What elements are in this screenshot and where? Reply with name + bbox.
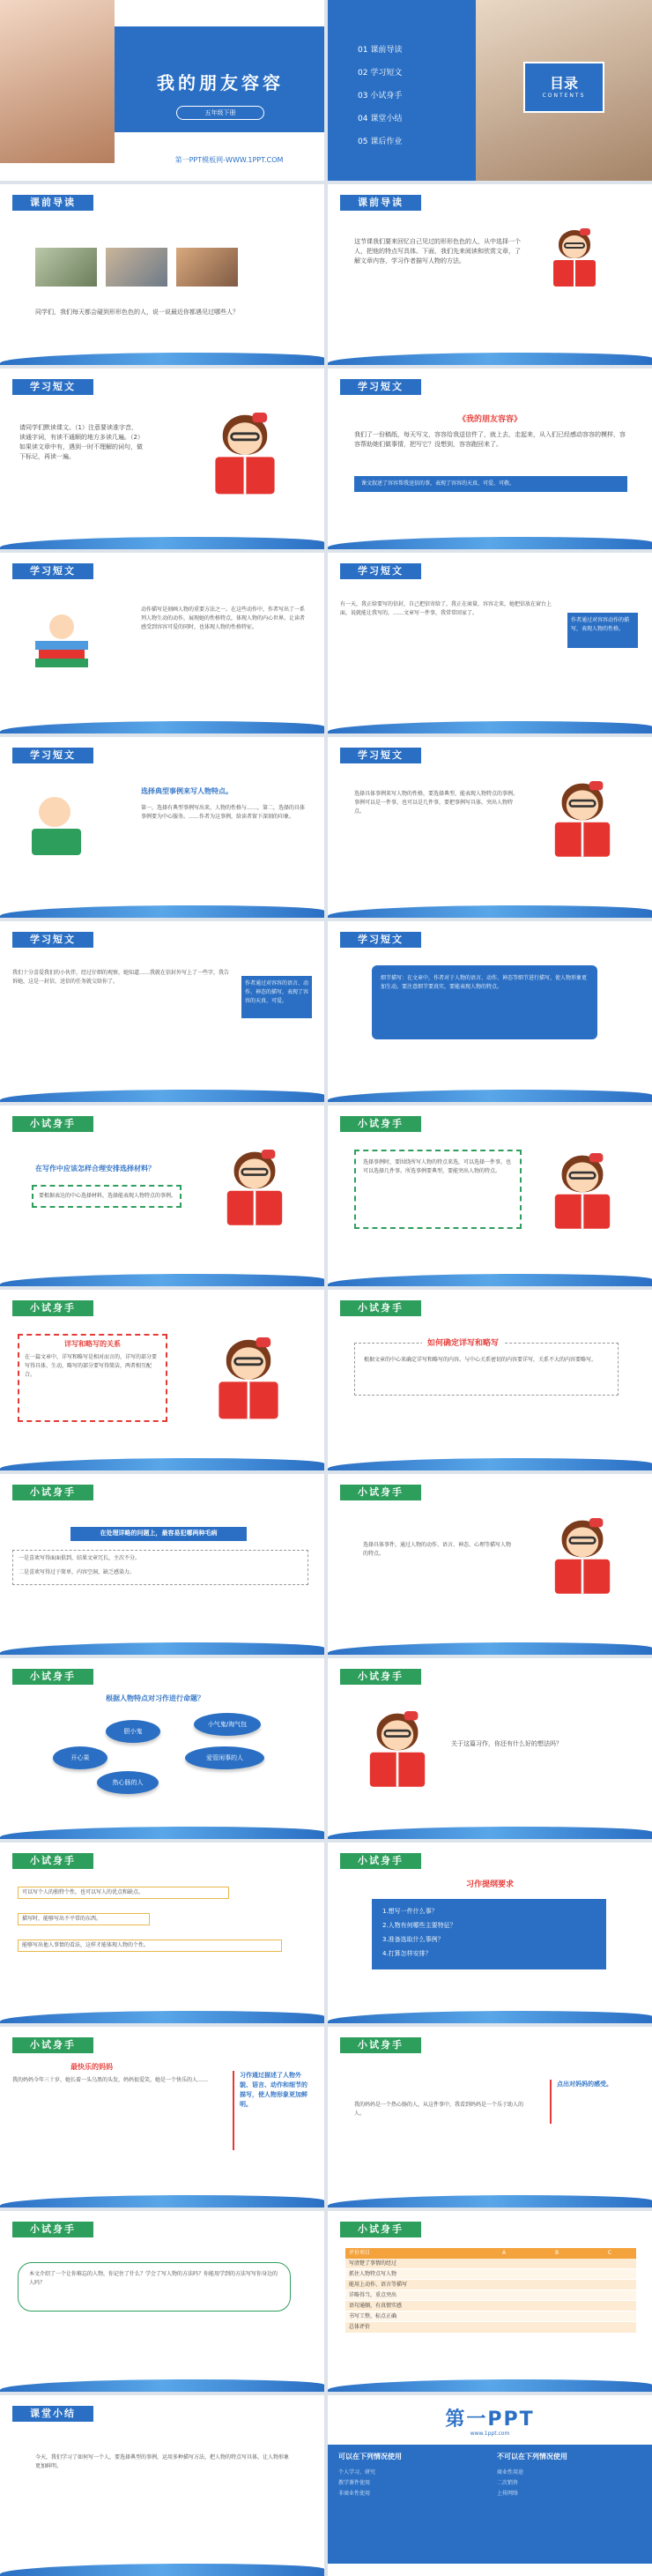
toc-list [358,39,472,153]
slide-23[interactable] [0,2027,324,2207]
list-item: 3.准备选取什么事例？ [382,1936,444,1943]
slide-16[interactable] [328,1290,652,1470]
slide-7[interactable] [0,553,324,733]
footer-wave [328,1274,652,1286]
list-item: 个人学习、研究 [338,2469,376,2475]
girl-reading-icon [548,781,617,861]
slide-text: 我的妈妈是一个热心肠的人，从这件事中，我看到妈妈是一个乐于助人的人。 [354,2102,524,2117]
girl-reading-icon [220,1150,289,1230]
note-card: 细节描写：在文章中，作者对于人物的语言、动作、神态等细节进行描写，使人物形象更加生动。要注意细节要真实，要能表现人物的特点。 [372,965,597,1039]
forbidden-list [497,2468,523,2499]
slide-3[interactable] [0,184,324,365]
annotation-text: 点出对妈妈的感受。 [550,2080,638,2124]
footer-wave [328,2379,652,2392]
slide-15[interactable] [0,1290,324,1470]
note-box [18,2262,291,2312]
footer-wave [328,2195,652,2207]
slide-27[interactable] [0,2395,324,2576]
section-tab: 学习短文 [12,379,93,395]
table-header-cell: 评价项目 [349,2250,371,2256]
footer-wave [0,1458,324,1470]
table-row: 抓住人物特点写人物 [345,2269,636,2280]
slide-14[interactable] [328,1106,652,1286]
slide-text: 有一天，我正给要写的信封，自己把信寄给了，我正在商量，容容走来，她把信放在窗台上面，说就能让我写的，……文章写一件事，我常常回家了。 [340,601,552,616]
table-header-cell: A [501,2250,507,2256]
footer-wave [328,1827,652,1839]
footer-wave [328,905,652,918]
slide-10[interactable] [328,737,652,918]
topic-cloud[interactable]: 爱管闲事的人 [185,1746,264,1769]
slide-text: 请同学们默读课文。（1）注意要读准字音，读通字词，有读不通顺的地方多读几遍。（2）如果读文章中有，遇到一时不理解的词句，做下标记，再读一遍。 [19,424,143,460]
list-box [18,1939,282,1952]
slide-5[interactable] [0,369,324,549]
essay-title: 最快乐的妈妈 [70,2063,113,2071]
footer-wave [328,537,652,549]
annotation-box: 作者通过对容容动作的描写，表现人物的性格。 [567,613,638,648]
section-tab: 小试身手 [12,1853,93,1869]
slide-6[interactable] [328,369,652,549]
answer-text: 要根据表达的中心选择材料，选择能表现人物特点的事例。 [39,1193,177,1199]
slide-13[interactable] [0,1106,324,1286]
section-tab: 小试身手 [12,2222,93,2237]
slide-11[interactable] [0,921,324,1102]
slide-17[interactable] [0,1474,324,1655]
kids-photo [0,0,115,163]
table-header [345,2248,636,2259]
topic-cloud[interactable]: 热心肠的人 [97,1771,159,1794]
slide-heading: 习作提纲要求 [465,1880,514,1889]
note-box [354,1150,522,1229]
note-box [12,1550,308,1585]
slide-4[interactable] [328,184,652,365]
girl-reading-icon [548,1518,617,1598]
footer-wave [0,537,324,549]
table-row: 语句通顺，有真情实感 [345,2301,636,2312]
topic-cloud[interactable]: 小气鬼/淘气包 [194,1713,261,1736]
people-photo-3 [176,248,238,287]
section-tab: 小试身手 [12,1300,93,1316]
footer-wave [328,1090,652,1102]
slide-22[interactable] [328,1843,652,2023]
slide-20[interactable] [328,1658,652,1839]
slide-text: 动作描写是刻画人物的重要方法之一。在这些动作中，作者写出了一系列人物生动的动作，展现她的性格特点，体现人物的内心世界。让读者感受到容容可爱的同时，也体现人物的性格特征。 [141,607,306,630]
list-item: 2.人物有何哪些主要特征？ [382,1922,456,1929]
cover-footer: 第一PPT模板网-WWW.1PPT.COM [174,156,284,164]
section-tab: 小试身手 [340,1300,421,1316]
girl-reading-icon [548,1153,617,1233]
list-item: 可以写个人的独特个性，也可以写人的优点和缺点。 [22,1889,144,1895]
slide-text: 在一篇文章中，详写和略写是相对而言的，详写的部分要写得具体、生动，略写的部分要写得简洁，两者相互配合。 [25,1354,158,1378]
book-stack-icon [26,790,88,860]
slide-28[interactable] [328,2395,652,2576]
book-stack-icon [35,606,88,676]
slide-21[interactable] [0,1843,324,2023]
slide-text: 同学们，我们每天都会碰到形形色色的人，说一说最近你都遇见过哪些人？ [35,309,239,316]
slide-25[interactable] [0,2211,324,2392]
footer-wave [0,1827,324,1839]
list-item: 非商业性使用 [338,2490,371,2497]
answer-box [32,1185,182,1208]
slide-text: 我的妈妈今年三十岁，她长着一头乌黑的头发，妈妈很爱笑，她是一个快乐的人…… [12,2077,209,2083]
list-item: 描写时，能够写出不平常的东西。 [22,1916,102,1922]
topic-cloud[interactable]: 胆小鬼 [106,1720,160,1743]
footer-wave [328,1642,652,1655]
list-item: 商业性用途 [497,2469,524,2475]
slide-text: 第一，选择有典型事例写出来，人物的性格与……，第二，选择的具体事例要为中心服务。……作者为这事例，给读者留下深刻的印象。 [141,805,306,820]
footer-wave [0,721,324,733]
toc-heading-en: CONTENTS [542,93,586,99]
slide-text: 我们了一份稿纸，每天写文，容容给我送信件了，就上去，走起来，从入们已经感动容容的模样，容容帮助她们做事情，把写它？没想到，容容跑回来了。 [354,431,626,448]
list-item: 1.想写一件什么事？ [382,1908,438,1915]
slide-text: 选择事例时，要围绕所写人物的特点来选，可以选择一件事，也可以选择几件事。所选事例要典型，要能突出人物的特点。 [363,1159,512,1174]
list-box [18,1887,229,1899]
table-header-cell: B [554,2250,559,2256]
question-text: 在写作中应该怎样合理安排选择材料？ [35,1165,155,1173]
list-item: 教学课件使用 [338,2480,371,2486]
toc-item[interactable]: 03 小试身手 [358,92,403,101]
slide-text: 关于这篇习作，你还有什么好的想法吗？ [451,1740,562,1747]
note-box [354,1339,619,1396]
forbidden-heading: 不可以在下列情况使用 [497,2453,567,2461]
section-tab: 学习短文 [12,932,93,948]
list-item: 能够写出他人事情的看法，这样才能体现人物的个性。 [22,1942,150,1948]
section-tab: 小试身手 [12,1669,93,1685]
outline-box [372,1899,606,1969]
section-tab: 学习短文 [340,748,421,763]
slide-text: 本文介绍了一个让你难忘的人物，你记住了什么？学会了写人物的方法吗？你能用学到的方法写写你身边的人吗？ [29,2271,278,2286]
footer-wave [0,2379,324,2392]
girl-reading-icon [548,228,601,290]
toc-item[interactable]: 04 课堂小结 [358,115,403,123]
girl-reading-icon [211,1337,285,1424]
slide-text: 这节课我们要来回忆自己见过的形形色色的人，从中选择一个人，把他的特点写具体。下面，我们先来阅读和欣赏文章，了解文章内容，学习作者描写人物的方法。 [354,238,521,264]
slide-text: 我们十分喜爱我们的小伙伴，经过仔细的观察，她知道……我就在信封外写上了一些字，我告诉她，这是一封信，送信的任务就交给你了。 [12,970,230,985]
section-tab: 小试身手 [12,1485,93,1500]
people-photo-2 [106,248,167,287]
section-tab: 小试身手 [340,2037,421,2053]
footer-wave [0,353,324,365]
section-tab: 小试身手 [12,2037,93,2053]
footer-wave [328,2011,652,2023]
toc-item[interactable]: 05 课后作业 [358,138,403,146]
slide-text: 选择具体事件，通过人物的动作、语言、神态、心理等描写人物的特点。 [363,1542,512,1557]
footer-wave [328,721,652,733]
slide-heading: 在处理详略的问题上，最容易犯哪两种毛病 [70,1527,247,1541]
slide-19[interactable] [0,1658,324,1839]
allowed-list [338,2468,375,2499]
table-row: 详略得当，重点突出 [345,2290,636,2301]
girl-reading-icon [363,1711,432,1791]
footer-wave [0,2195,324,2207]
people-photo-1 [35,248,97,287]
cover-subtitle: 五年级下册 [176,106,264,120]
section-tab: 学习短文 [12,563,93,579]
slide-heading: 根据人物特点对习作进行命题？ [106,1694,204,1702]
section-tab: 课堂小结 [12,2406,93,2422]
list-item: 二次销售 [497,2480,519,2486]
passage-title: 《我的朋友容容》 [457,415,522,424]
list-item: 4.打算怎样安排？ [382,1950,432,1957]
section-tab: 课前导读 [340,195,421,211]
footer-wave [0,1274,324,1286]
evaluation-table [345,2248,636,2333]
section-tab: 学习短文 [340,563,421,579]
slide-text: 根据文章的中心来确定详写和略写的内容。与中心关系密切的内容要详写，关系不大的内容要略写。 [364,1357,597,1363]
topic-cloud[interactable]: 开心果 [53,1746,107,1769]
table-row: 能用上动作、语言等描写 [345,2280,636,2290]
table-header-cell: C [607,2250,612,2256]
annotation-box: 作者通过对容容的语言、动作、神态的描写，表现了容容的天真、可爱。 [241,976,312,1018]
slide-toc[interactable] [328,0,652,181]
section-tab: 学习短文 [340,379,421,395]
section-tab: 学习短文 [12,748,93,763]
note-box [18,1334,167,1422]
section-tab: 小试身手 [340,1116,421,1132]
allowed-heading: 可以在下列情况使用 [338,2453,402,2461]
footer-wave [0,1090,324,1102]
list-item: 一是喜欢写得面面俱到，结果文章冗长，主次不分。 [19,1555,141,1561]
toc-item[interactable]: 02 学习短文 [358,69,403,78]
section-tab: 小试身手 [340,2222,421,2237]
slide-8[interactable] [328,553,652,733]
slide-heading: 详写和略写的关系 [64,1340,121,1348]
girl-reading-icon [208,413,282,499]
section-tab: 小试身手 [340,1669,421,1685]
toc-item[interactable]: 01 课前导读 [358,46,403,55]
list-item: 二是喜欢写得过于简单，内容空洞，缺乏感染力。 [19,1569,136,1575]
list-item: 上传网络 [497,2490,519,2497]
table-row: 书写工整，标点正确 [345,2312,636,2322]
summary-band: 课文叙述了容容帮我送信的事，表现了容容的天真、可爱、可敬。 [354,476,627,492]
footer-wave [0,2011,324,2023]
usage-panel [328,2445,652,2564]
slide-cover[interactable] [0,0,324,181]
annotation-text: 习作通过描述了人物外貌、语言、动作和细节的描写，使人物形象更加鲜明。 [233,2071,312,2150]
section-tab: 学习短文 [340,932,421,948]
slide-12[interactable] [328,921,652,1102]
slide-heading: 选择典型事例来写人物特点。 [141,787,233,795]
slide-9[interactable] [0,737,324,918]
section-tab: 小试身手 [12,1116,93,1132]
slide-26[interactable] [328,2211,652,2392]
footer-wave [328,1458,652,1470]
slide-18[interactable] [328,1474,652,1655]
list-box [18,1913,150,1925]
cover-title: 我的朋友容容 [157,72,284,93]
footer-wave [0,905,324,918]
section-tab: 小试身手 [340,1853,421,1869]
toc-badge [523,62,604,113]
slide-text: 选择具体事例来写人物的性格，要选择典型，能表现人物特点的事例。事例可以是一件事，也可以是几件事，要把事例写具体，突出人物特点。 [354,791,519,815]
toc-heading: 目录 [549,75,578,92]
footer-wave [328,353,652,365]
table-row: 写清楚了事情的经过 [345,2259,636,2269]
slide-heading: 如何确定详写和略写 [422,1336,504,1348]
table-row: 总体评价 [345,2322,636,2333]
slide-text: 今天，我们学习了如何写一个人，要选择典型的事例，运用多种描写方法，把人物的特点写具体，让人物形象更加鲜明。 [35,2454,290,2469]
footer-wave [0,1642,324,1655]
section-tab: 课前导读 [12,195,93,211]
brand-logo: 第一PPT [445,2408,535,2431]
section-tab: 小试身手 [340,1485,421,1500]
brand-url[interactable]: www.1ppt.com [470,2431,510,2437]
slide-24[interactable] [328,2027,652,2207]
